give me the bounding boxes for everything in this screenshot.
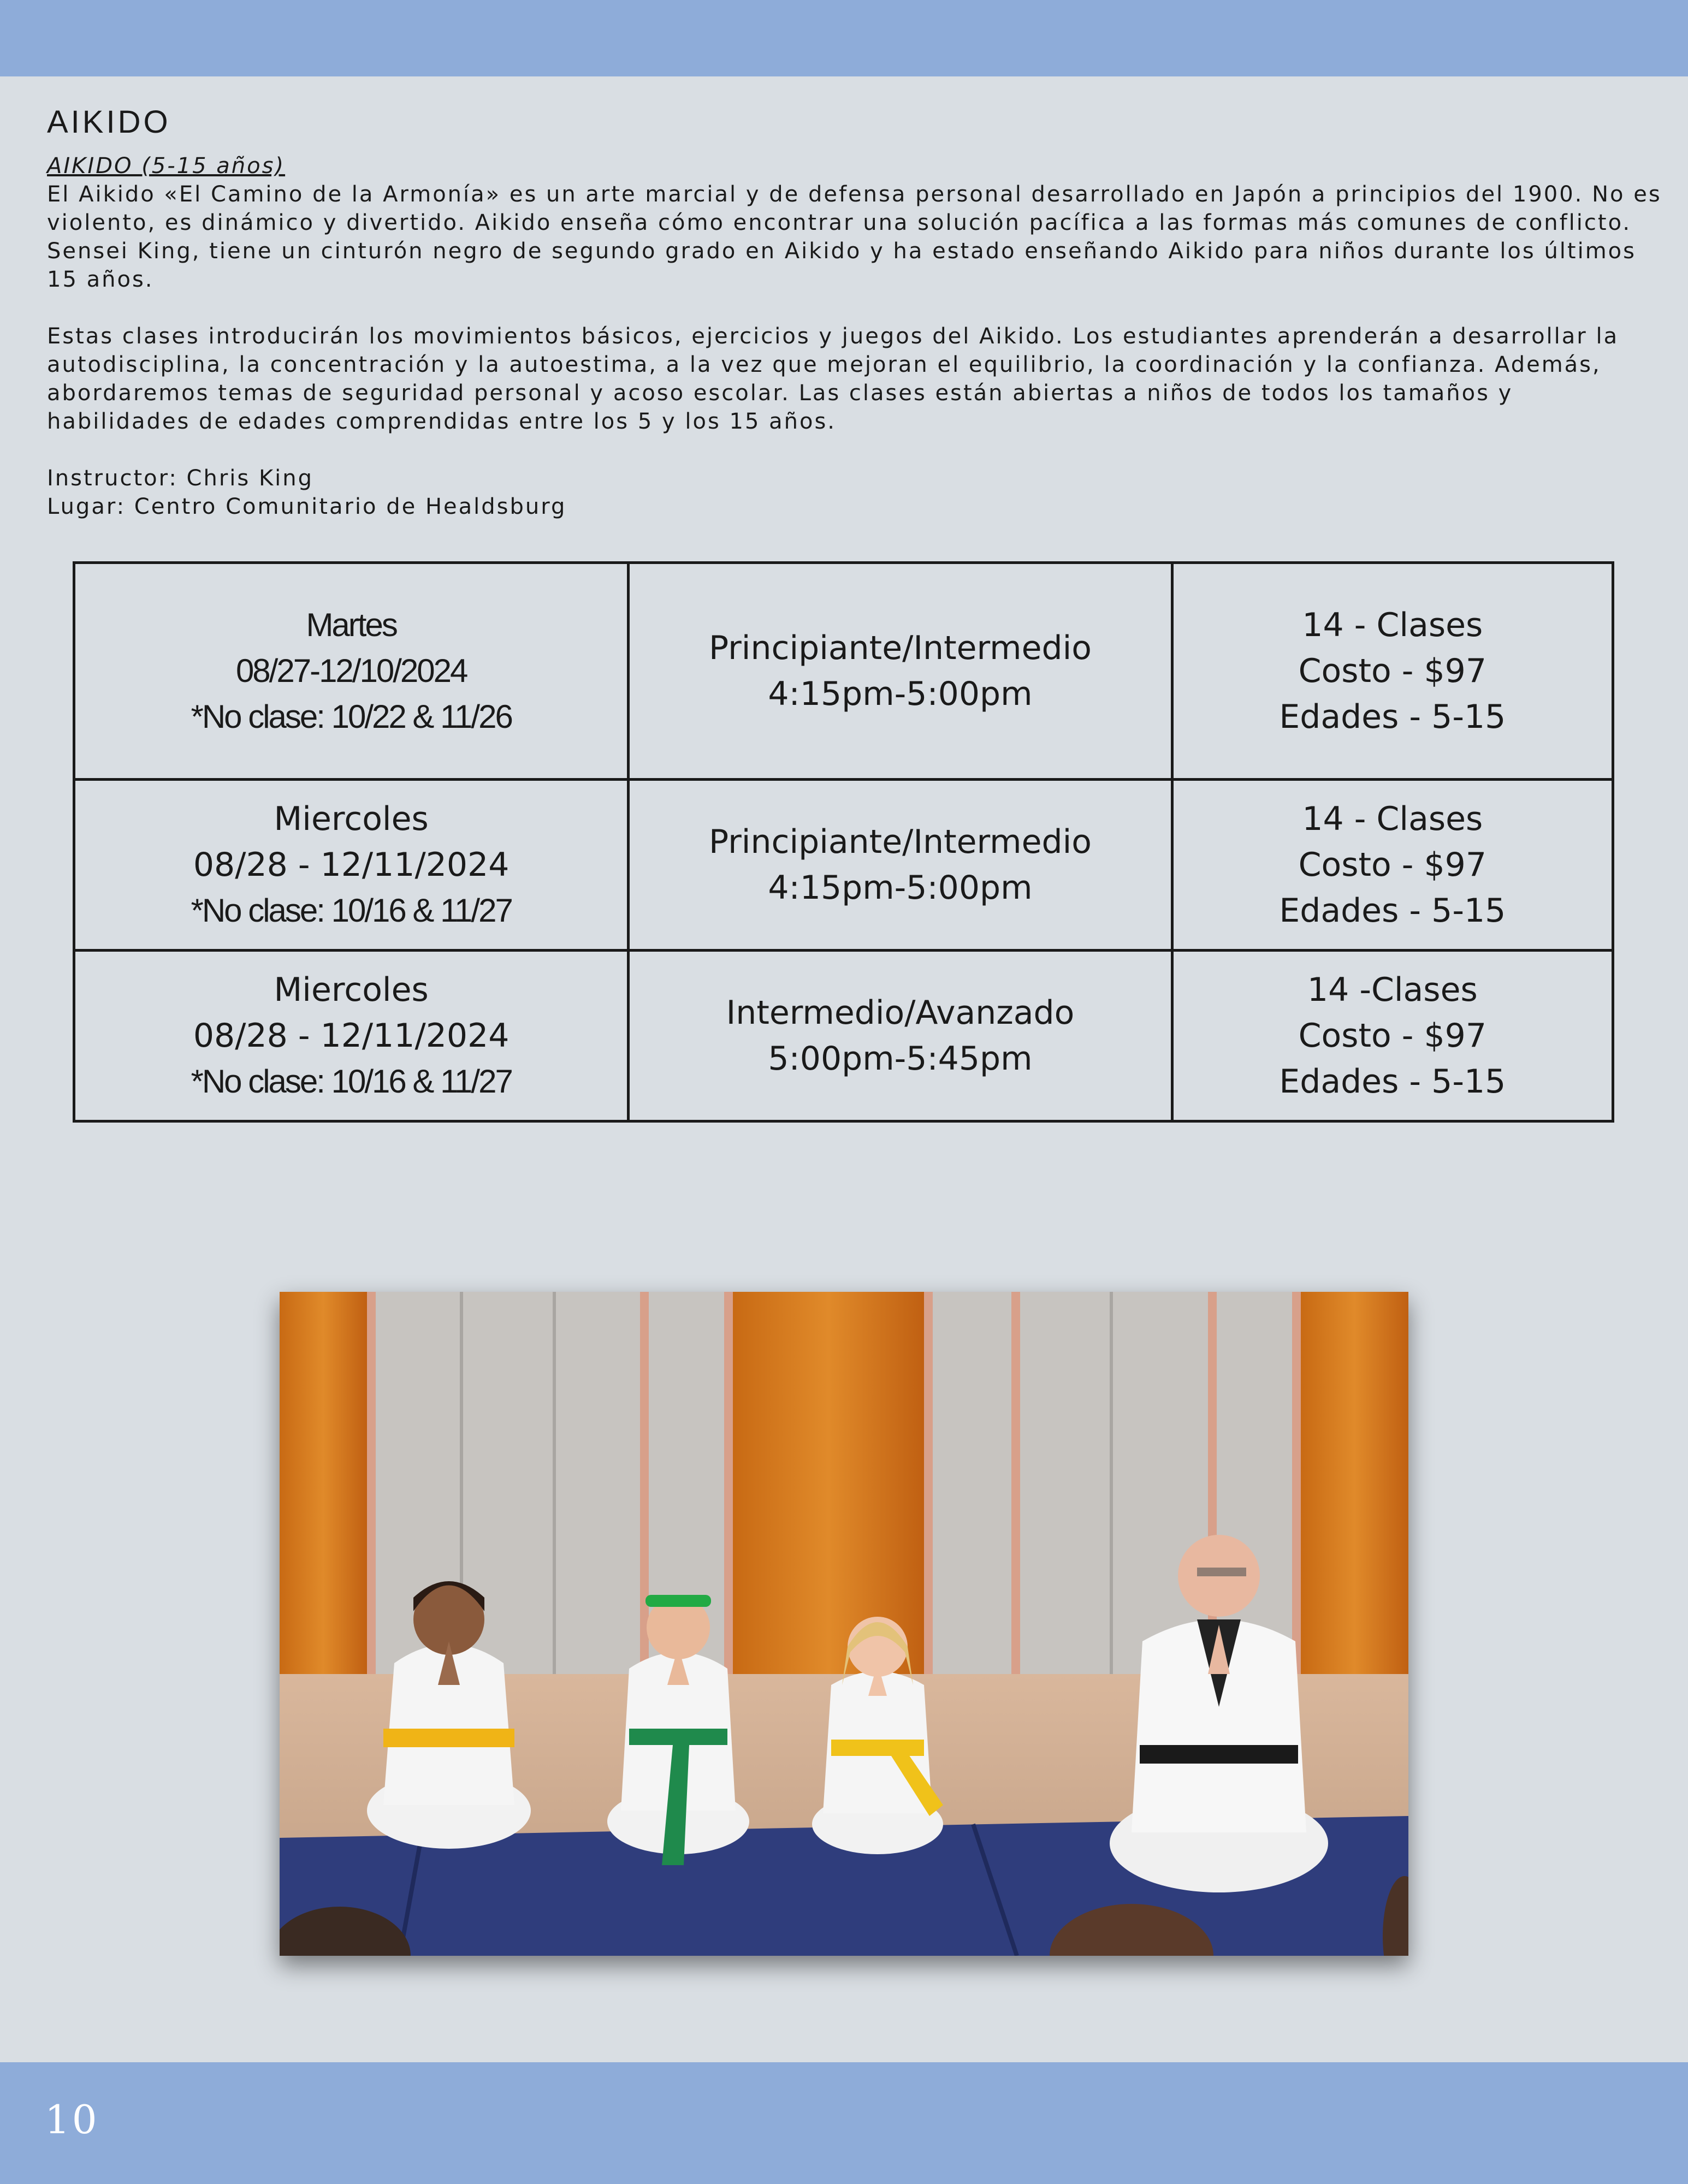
ages-label: Edades - 5-15 [1279, 892, 1506, 930]
level-label: Principiante/Intermedio [708, 629, 1092, 667]
ages-label: Edades - 5-15 [1279, 698, 1506, 736]
level-label: Intermedio/Avanzado [726, 994, 1075, 1032]
no-class-note: *No clase: 10/16 & 11/27 [191, 892, 512, 929]
date-range: 08/28 - 12/11/2024 [193, 1017, 510, 1055]
day-label: Miercoles [274, 800, 429, 838]
ages-label: Edades - 5-15 [1279, 1063, 1506, 1101]
class-count: 14 - Clases [1302, 800, 1483, 838]
schedule-level-cell [629, 780, 1172, 951]
page-number: 10 [45, 2097, 99, 2143]
day-label: Martes [306, 607, 396, 643]
section-title: AIKIDO [47, 104, 171, 140]
schedule-price-cell [1172, 563, 1613, 780]
time-label: 4:15pm-5:00pm [768, 675, 1033, 713]
schedule-price-cell [1172, 951, 1613, 1121]
description-block [47, 152, 1663, 521]
schedule-date-cell [74, 951, 629, 1121]
date-range: 08/28 - 12/11/2024 [193, 846, 510, 884]
schedule-level-cell [629, 951, 1172, 1121]
cost-label: Costo - $97 [1298, 846, 1487, 884]
schedule-row [74, 951, 1613, 1121]
instructor-line: Instructor: Chris King [47, 466, 314, 491]
no-class-note: *No clase: 10/22 & 11/26 [191, 698, 512, 735]
time-label: 4:15pm-5:00pm [768, 869, 1033, 907]
cost-label: Costo - $97 [1298, 652, 1487, 690]
class-count: 14 -Clases [1307, 971, 1478, 1009]
aikido-photo-illustration [280, 1292, 1408, 1956]
subtitle: AIKIDO (5-15 años) [47, 153, 286, 179]
schedule-date-cell [74, 780, 629, 951]
schedule-date-cell [74, 563, 629, 780]
schedule-row [74, 563, 1613, 780]
time-label: 5:00pm-5:45pm [768, 1040, 1033, 1078]
schedule-level-cell [629, 563, 1172, 780]
level-label: Principiante/Intermedio [708, 823, 1092, 861]
day-label: Miercoles [274, 971, 429, 1009]
header-band [0, 0, 1688, 76]
class-count: 14 - Clases [1302, 606, 1483, 644]
cost-label: Costo - $97 [1298, 1017, 1487, 1055]
no-class-note: *No clase: 10/16 & 11/27 [191, 1063, 512, 1100]
date-range: 08/27-12/10/2024 [235, 652, 467, 689]
description-paragraph-2: Estas clases introducirán los movimientos básicos, ejercicios y juegos del Aikido. Los estudiantes aprenderán a desarrollar la autodisciplina, la concentración y la autoestima, a la vez que mejoran el equilibrio, la coordinación y la confianza. Además, abordaremos temas de seguridad personal y acoso escolar. Las clases están abiertas a niños de todos los tamaños y habilidades de edades comprendidas entre los 5 y los 15 años. [47, 324, 1619, 434]
location-line: Lugar: Centro Comunitario de Healdsburg [47, 494, 567, 519]
schedule-price-cell [1172, 780, 1613, 951]
schedule-row [74, 780, 1613, 951]
footer-band [0, 2062, 1688, 2184]
description-paragraph-1: El Aikido «El Camino de la Armonía» es un arte marcial y de defensa personal desarrollado en Japón a principios del 1900. No es violento, es dinámico y divertido. Aikido enseña cómo encontrar una solución pacífica a las formas más comunes de conflicto. Sensei King, tiene un cinturón negro de segundo grado en Aikido y ha estado enseñando Aikido para niños durante los últimos 15 años. [47, 182, 1662, 292]
schedule-table [73, 561, 1614, 1123]
class-photo [280, 1292, 1408, 1956]
